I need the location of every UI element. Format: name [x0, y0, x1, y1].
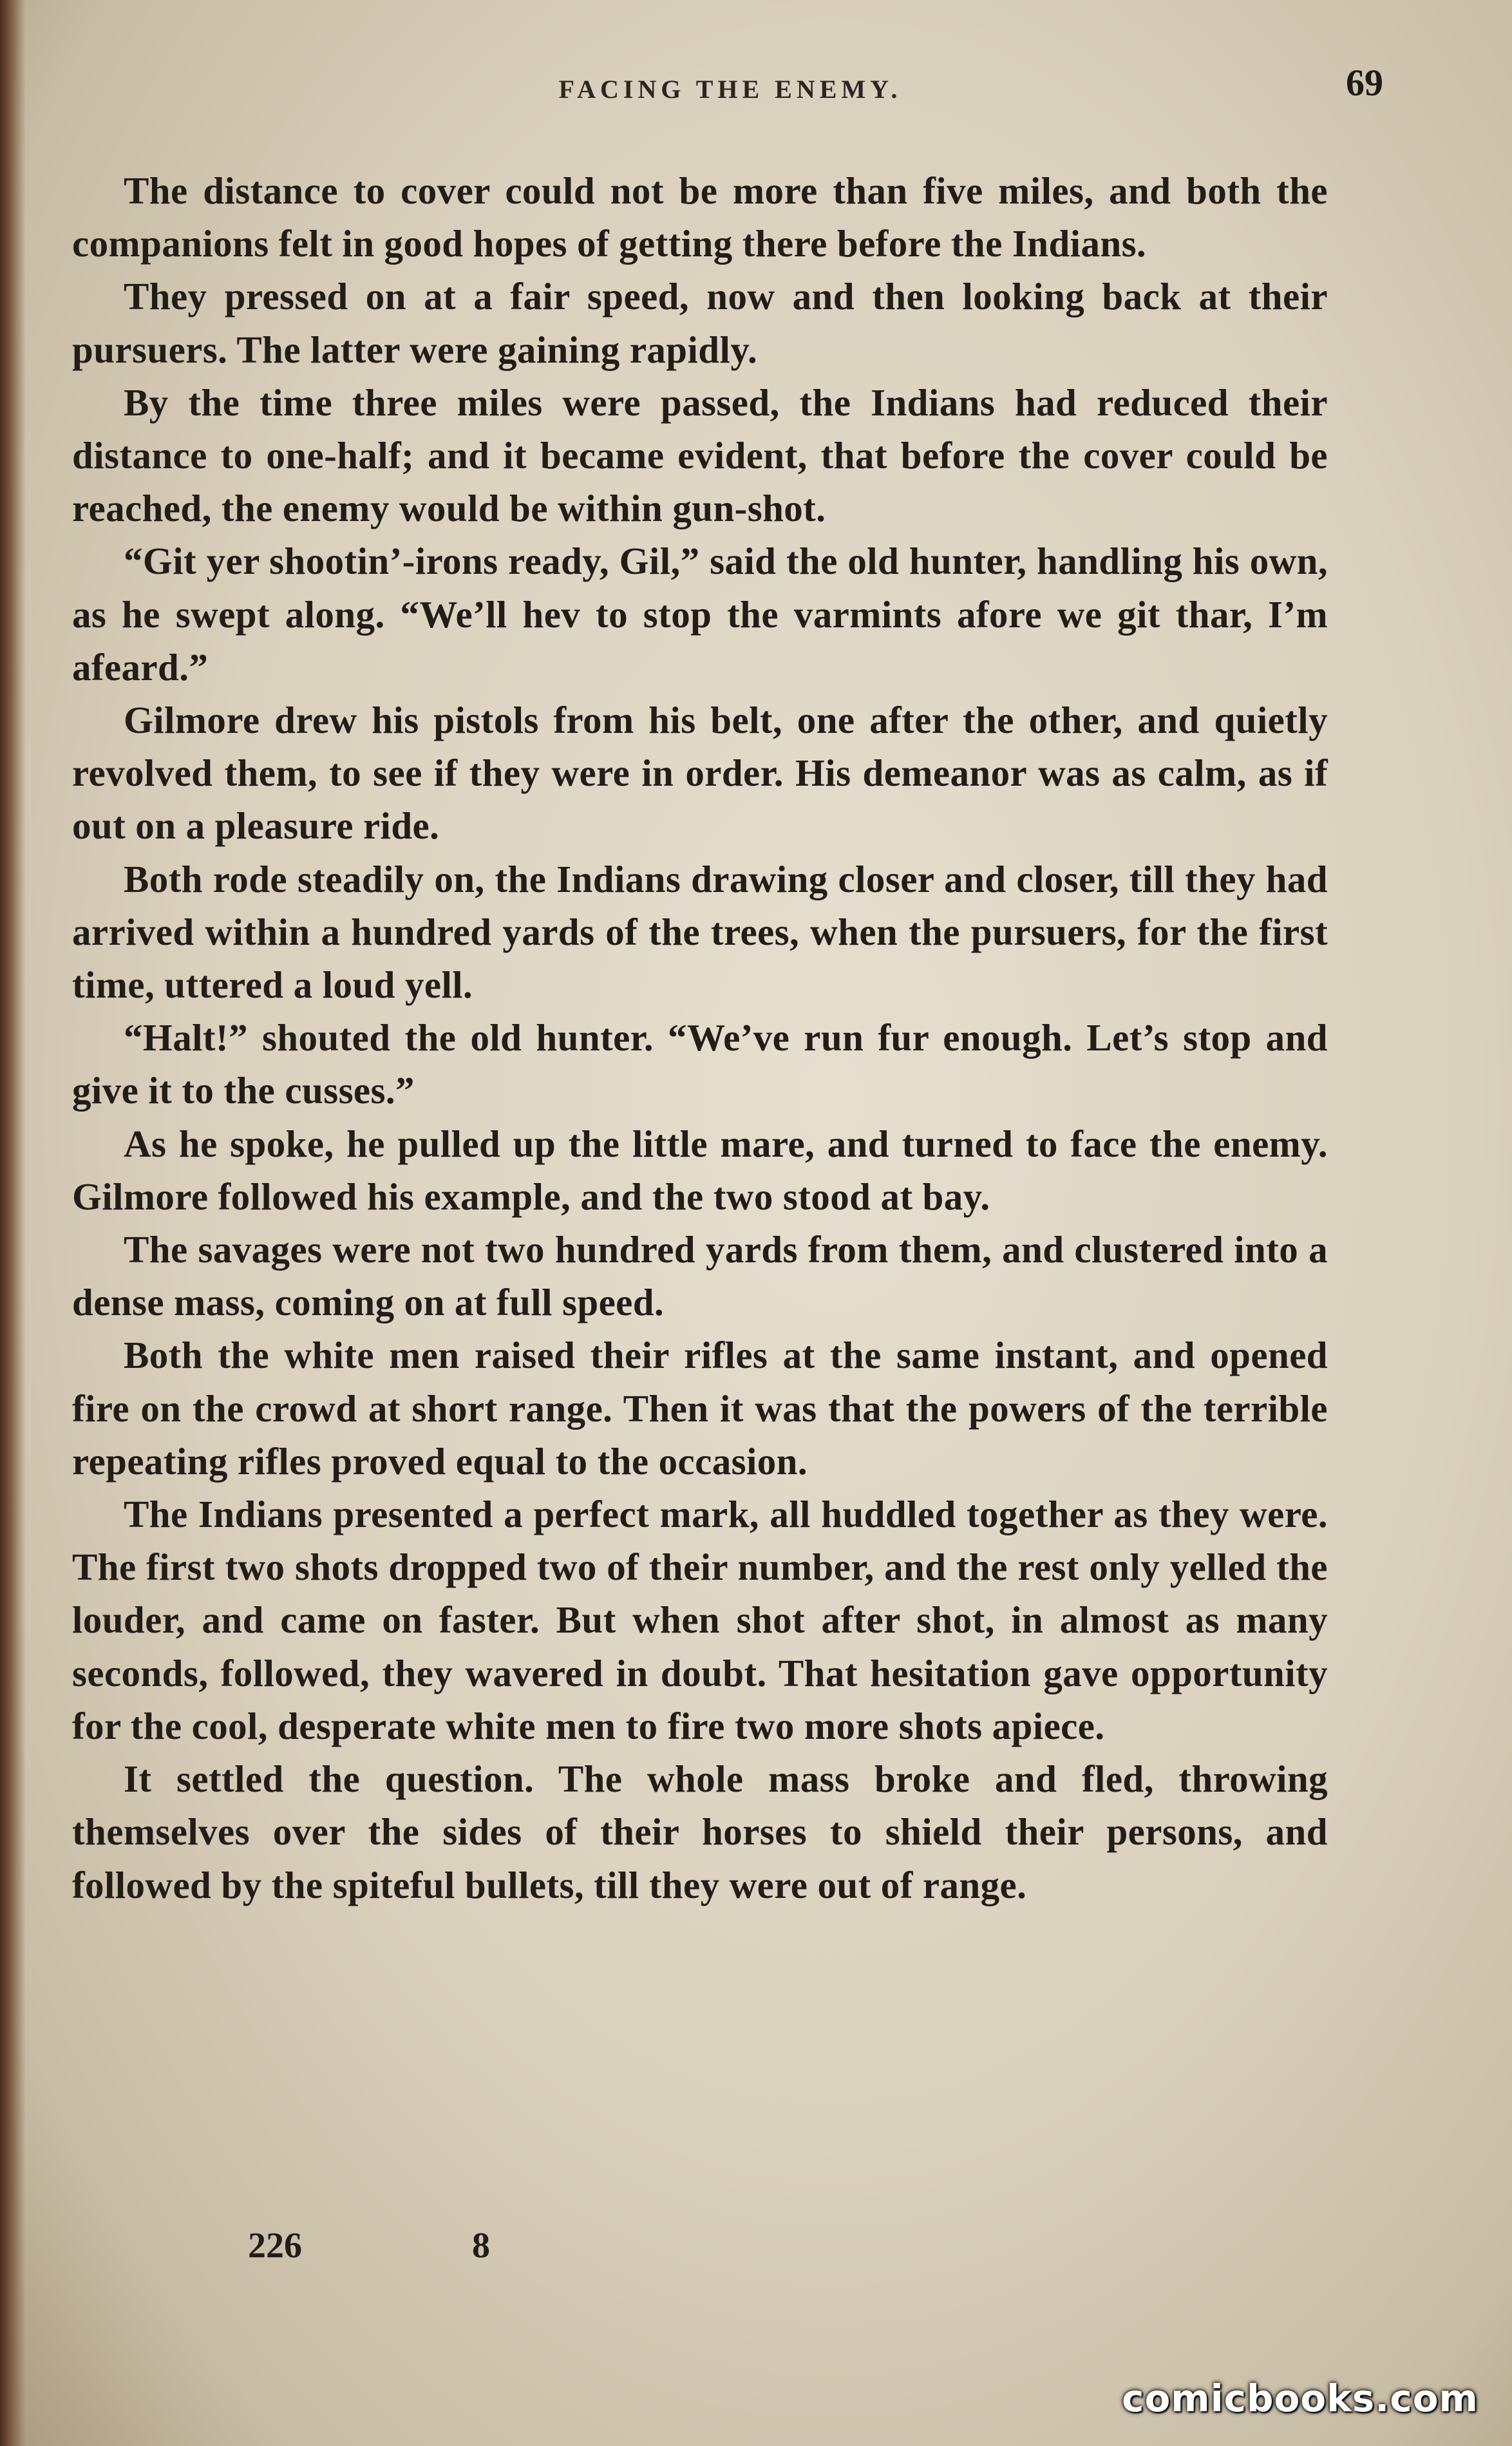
paragraph: They pressed on at a fair speed, now and then looking back at their pursuers. The latter were gaining rapidly.: [72, 275, 1328, 371]
printer-signature: [248, 2225, 490, 2266]
paragraph: The Indians presented a perfect mark, all huddled together as they were. The first two shots dropped two of their number, and the rest only yelled the louder, and came on faster. But when shot after shot, in almost as many seconds, followed, they wavered in doubt. That hesitation gave opportunity for the cool, desperate white men to fire two more shots apiece.: [72, 1493, 1328, 1747]
page-binding-edge: [0, 0, 26, 2446]
paragraph: It settled the question. The whole mass broke and fled, throwing themselves over the sides of their horses to shield their persons, and followed by the spiteful bullets, till they were out of range.: [72, 1758, 1328, 1906]
paragraph: Both the white men raised their rifles at the same instant, and opened fire on the crowd at short range. Then it was that the powers of the terrible repeating rifles proved equal to the occasion.: [72, 1334, 1328, 1483]
paragraph: As he spoke, he pulled up the little mare, and turned to face the enemy. Gilmore followed his example, and the two stood at bay.: [72, 1122, 1328, 1218]
paragraph: “Git yer shootin’-irons ready, Gil,” said the old hunter, handling his own, as he swept along. “We’ll hev to stop the varmints afore we git thar, I’m afeard.”: [72, 540, 1328, 688]
signature-letter: 8: [472, 2226, 490, 2266]
watermark: comicbooks.com: [1122, 2376, 1479, 2420]
paragraph: Gilmore drew his pistols from his belt, one after the other, and quietly revolved them, to see if they were in order. His demeanor was as calm, as if out on a pleasure ride.: [72, 699, 1328, 848]
paragraph: Both rode steadily on, the Indians drawing closer and closer, till they had arrived within a hundred yards of the trees, when the pursuers, for the first time, uttered a loud yell.: [72, 857, 1328, 1007]
paragraph: The savages were not two hundred yards from them, and clustered into a dense mass, coming on at full speed.: [72, 1228, 1328, 1324]
body-text: [72, 164, 1328, 1911]
signature-number: 226: [248, 2226, 302, 2266]
running-head: FACING THE ENEMY.: [558, 75, 902, 104]
page-header: [77, 61, 1383, 119]
paragraph: “Halt!” shouted the old hunter. “We’ve run fur enough. Let’s stop and give it to the cusses.”: [72, 1016, 1328, 1112]
paragraph: By the time three miles were passed, the Indians had reduced their distance to one-half; and it became evident, that before the cover could be reached, the enemy would be within gun-shot.: [72, 381, 1328, 530]
page-number: 69: [1346, 62, 1383, 104]
paragraph: The distance to cover could not be more than five miles, and both the companions felt in good hopes of getting there before the Indians.: [72, 169, 1328, 265]
